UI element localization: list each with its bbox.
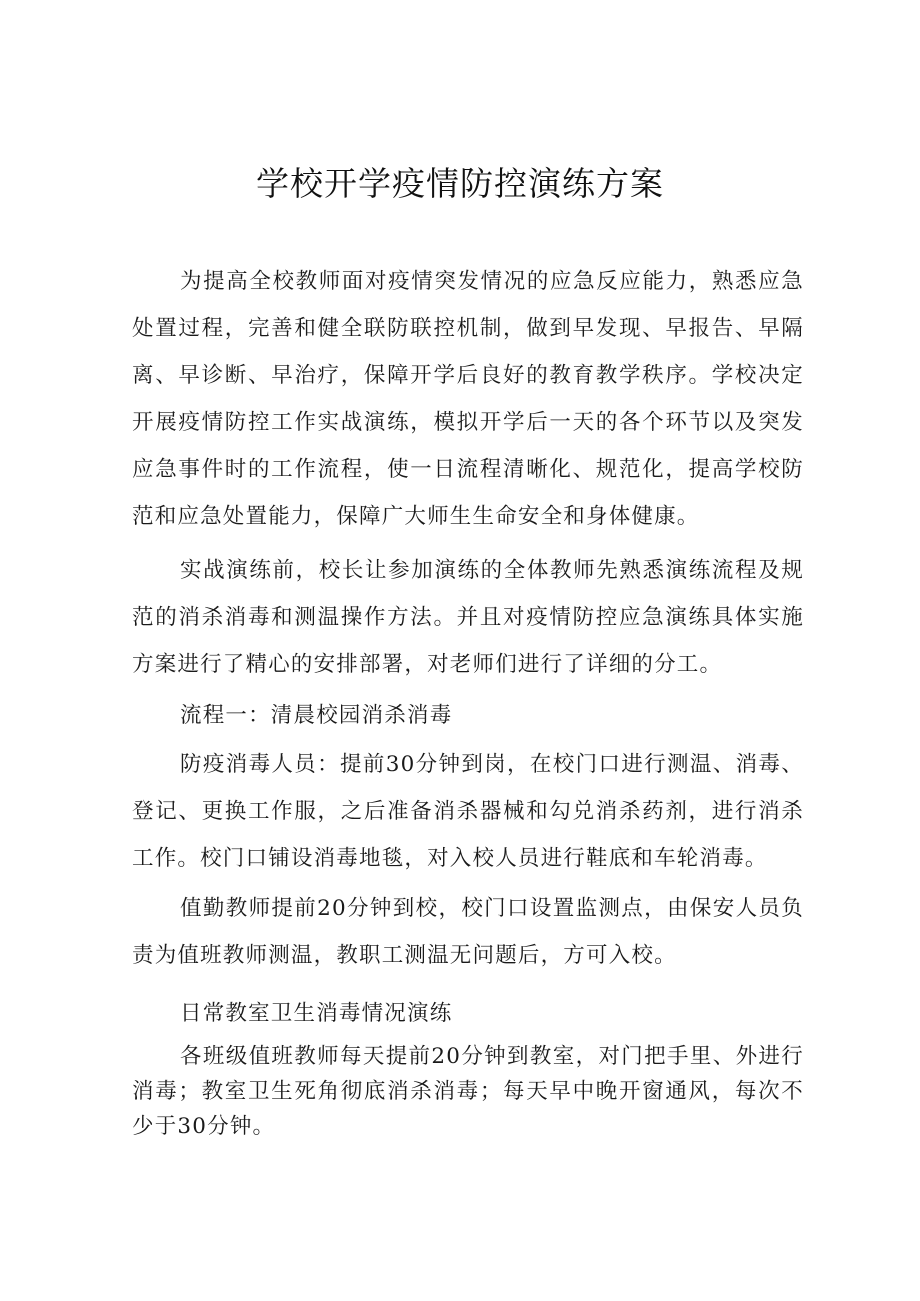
paragraph-duty-teachers: 值勤教师提前20分钟到校，校门口设置监测点，由保安人员负责为值班教师测温，教职工测温无问题后，方可入校。 (132, 896, 804, 968)
paragraph-intro: 为提高全校教师面对疫情突发情况的应急反应能力，熟悉应急处置过程，完善和健全联防联控机制，做到早发现、早报告、早隔离、早诊断、早治疗，保障开学后良好的教育教学秩序。学校决定开展疫情防控工作实战演练，模拟开学后一天的各个环节以及突发应急事件时的工作流程，使一日流程清晰化、规范化，提高学校防范和应急处置能力，保障广大师生生命安全和身体健康。 (132, 269, 804, 529)
paragraph-disinfection-staff: 防疫消毒人员：提前30分钟到岗，在校门口进行测温、消毒、登记、更换工作服，之后准备消杀器械和勾兑消杀药剂，进行消杀工作。校门口铺设消毒地毯，对入校人员进行鞋底和车轮消毒。 (132, 752, 804, 871)
document-title: 学校开学疫情防控演练方案 (256, 164, 664, 203)
paragraph-preparation: 实战演练前，校长让参加演练的全体教师先熟悉演练流程及规范的消杀消毒和测温操作方法。并且对疫情防控应急演练具体实施方案进行了精心的安排部署，对老师们进行了详细的分工。 (132, 558, 804, 677)
paragraph-classroom-disinfection: 各班级值班教师每天提前20分钟到教室，对门把手里、外进行消毒；教室卫生死角彻底消杀消毒；每天早中晚开窗通风，每次不少于30分钟。 (132, 1044, 804, 1139)
section-heading-process-one: 流程一：清晨校园消杀消毒 (180, 703, 453, 728)
section-heading-classroom-drill: 日常教室卫生消毒情况演练 (180, 1001, 453, 1026)
